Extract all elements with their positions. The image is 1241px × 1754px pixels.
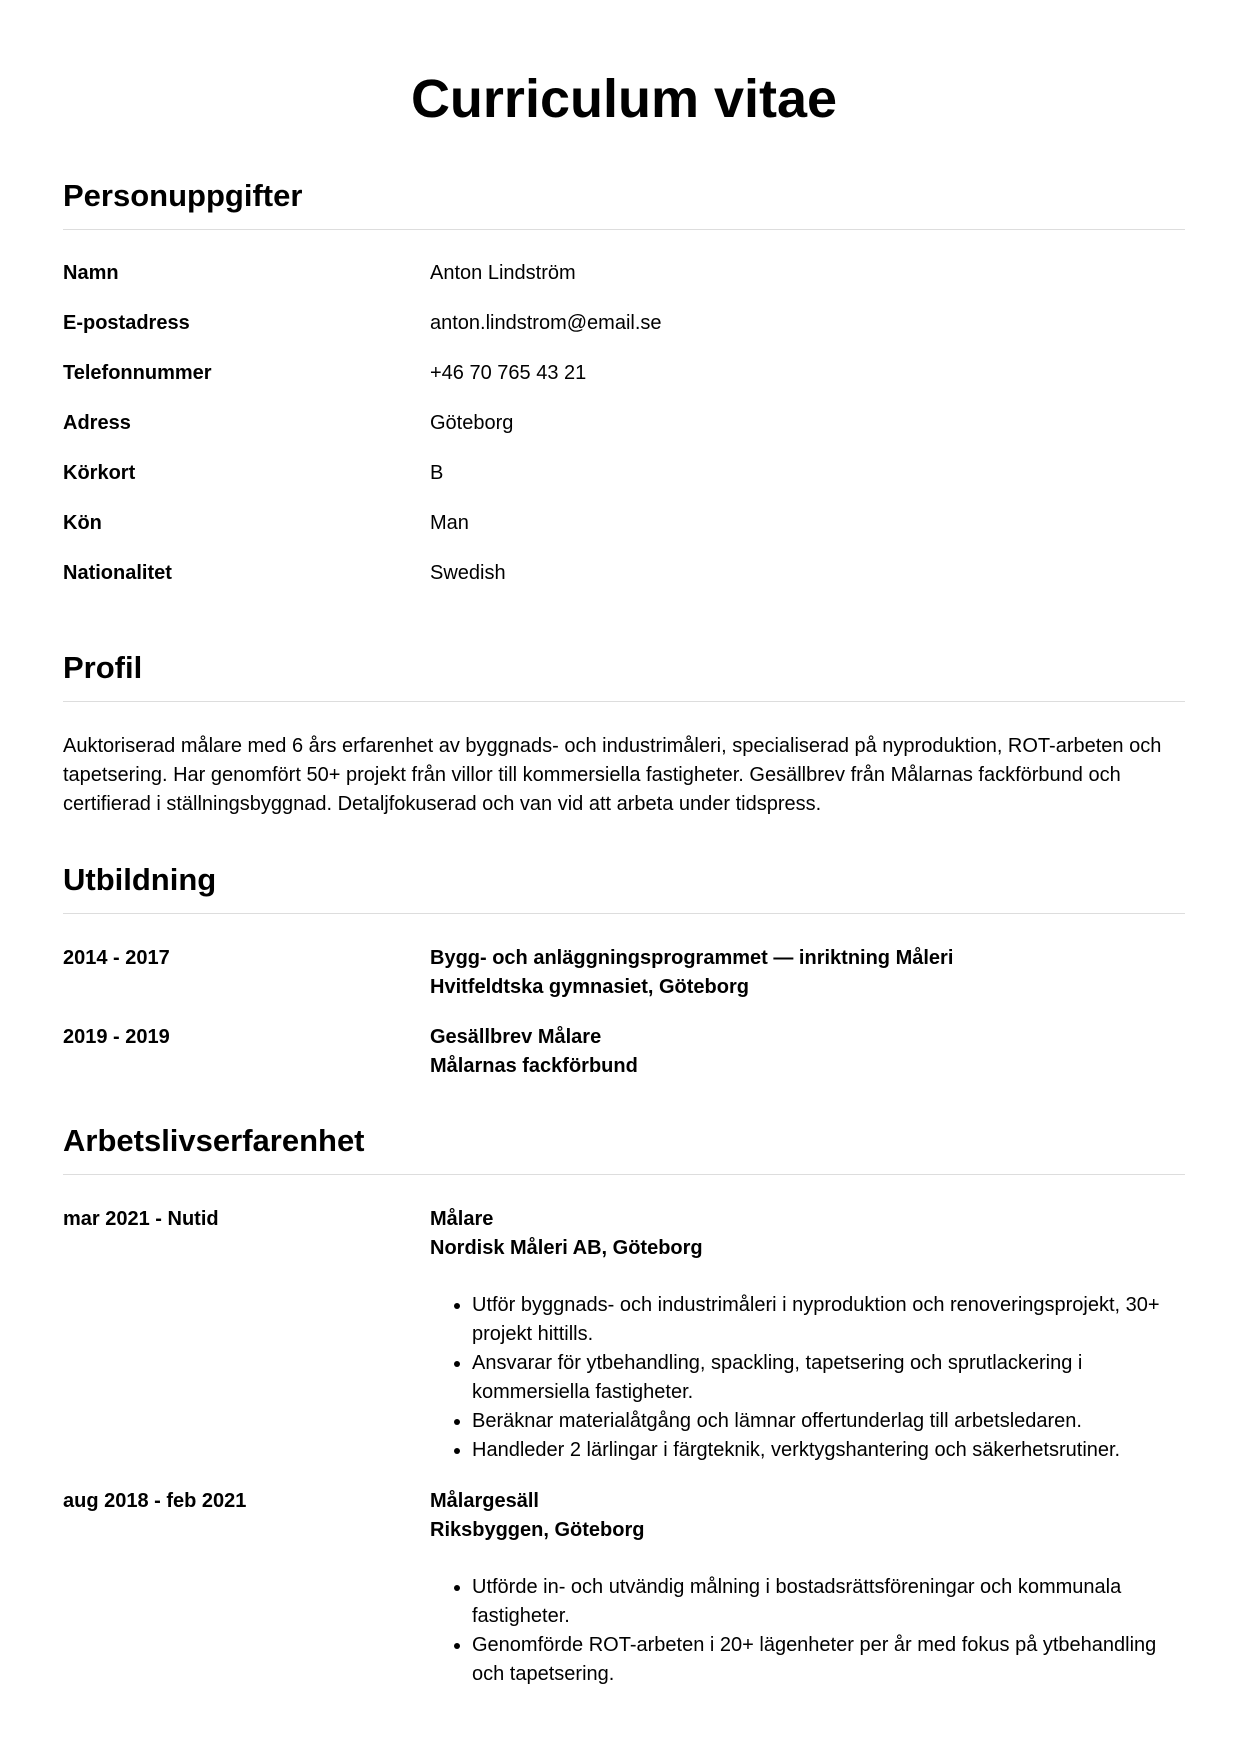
personal-row-email [63, 310, 1185, 360]
profile-section [63, 648, 1185, 819]
experience-entry [63, 1487, 1185, 1689]
entry-org: Nordisk Måleri AB, Göteborg [430, 1237, 703, 1259]
entry-title: Gesällbrev Målare [430, 1026, 602, 1048]
profile-heading: Profil [63, 648, 1185, 702]
experience-entry [63, 1205, 1185, 1487]
entry-title: Målare [430, 1208, 494, 1230]
personal-value: Göteborg [430, 412, 514, 434]
duty-item: • Genomförde ROT-arbeten i 20+ lägenheter per år med fokus på ytbehandling och tapetsering. [472, 1631, 1185, 1689]
personal-label: Körkort [63, 462, 136, 484]
duty-item: • Utförde in- och utvändig målning i bostadsrättsföreningar och kommunala fastigheter. [472, 1573, 1185, 1631]
personal-value: +46 70 765 43 21 [430, 362, 587, 384]
personal-row-name [63, 260, 1185, 310]
duty-item: • Beräknar materialåtgång och lämnar offertunderlag till arbetsledaren. [472, 1407, 1185, 1436]
personal-label: Namn [63, 262, 119, 284]
duty-item: • Utför byggnads- och industrimåleri i nyproduktion och renoveringsprojekt, 30+ projekt hittills. [472, 1291, 1185, 1349]
personal-label: Telefonnummer [63, 362, 212, 384]
duty-item: • Handleder 2 lärlingar i färgteknik, verktygshantering och säkerhetsrutiner. [472, 1436, 1185, 1465]
education-entry [63, 1023, 1185, 1102]
entry-title: Bygg- och anläggningsprogrammet — inriktning Måleri [430, 947, 954, 969]
personal-row-gender [63, 510, 1185, 560]
document-title: Curriculum vitae [410, 69, 838, 129]
entry-org: Hvitfeldtska gymnasiet, Göteborg [430, 976, 749, 998]
personal-label: E-postadress [63, 312, 190, 334]
education-heading: Utbildning [63, 860, 1185, 914]
personal-section [63, 176, 1185, 610]
personal-value: anton.lindstrom@email.se [430, 312, 662, 334]
personal-value: Swedish [430, 562, 506, 584]
entry-dates: mar 2021 - Nutid [63, 1208, 219, 1230]
personal-heading: Personuppgifter [63, 176, 1185, 230]
personal-label: Nationalitet [63, 562, 172, 584]
entry-dates: 2019 - 2019 [63, 1026, 170, 1048]
duties-list [430, 1291, 1185, 1465]
personal-row-phone [63, 360, 1185, 410]
entry-title: Målargesäll [430, 1490, 539, 1512]
personal-value: Man [430, 512, 469, 534]
duties-list [430, 1573, 1185, 1689]
experience-section [63, 1121, 1185, 1689]
entry-dates: aug 2018 - feb 2021 [63, 1490, 247, 1512]
personal-label: Adress [63, 412, 131, 434]
personal-label: Kön [63, 512, 102, 534]
education-entry [63, 944, 1185, 1023]
personal-value: Anton Lindström [430, 262, 576, 284]
entry-dates: 2014 - 2017 [63, 947, 170, 969]
experience-heading: Arbetslivserfarenhet [63, 1121, 1185, 1175]
entry-org: Riksbyggen, Göteborg [430, 1519, 645, 1541]
duty-item: • Ansvarar för ytbehandling, spackling, tapetsering och sprutlackering i kommersiella fastigheter. [472, 1349, 1185, 1407]
entry-org: Målarnas fackförbund [430, 1055, 638, 1077]
personal-row-license [63, 460, 1185, 510]
personal-row-nationality [63, 560, 1185, 610]
education-section [63, 860, 1185, 1102]
personal-row-address [63, 410, 1185, 460]
personal-value: B [430, 462, 444, 484]
profile-text: Auktoriserad målare med 6 års erfarenhet av byggnads- och industrimåleri, specialiserad på nyproduktion, ROT-arbeten och tapetsering. Har genomfört 50+ projekt från villor till kommersiella fastigheter. Gesällbrev från Målarnas fackförbund och certifierad i ställningsbyggnad. Detaljfokuserad och van vid att arbeta under tidspress. [63, 735, 1162, 815]
